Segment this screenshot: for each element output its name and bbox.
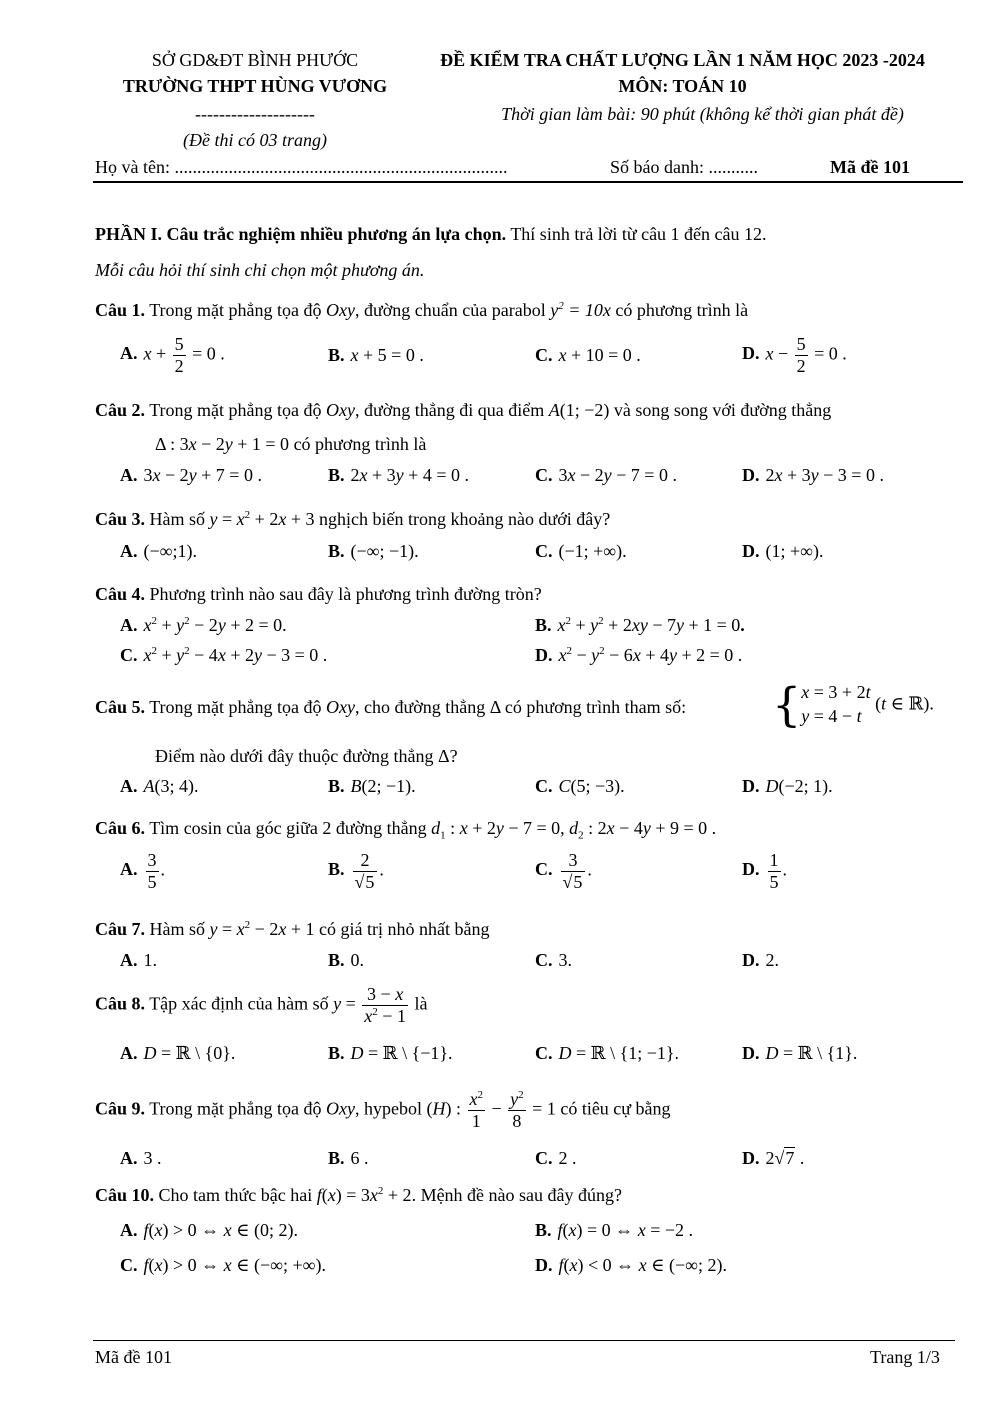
question-5-line2: Điểm nào dưới đây thuộc đường thẳng Δ? bbox=[155, 746, 458, 766]
pages-note: (Đề thi có 03 trang) bbox=[183, 130, 327, 150]
q3-option-c[interactable]: C. (−1; +∞). bbox=[535, 541, 627, 561]
q2-option-a[interactable]: A. 3x − 2y + 7 = 0 . bbox=[120, 465, 262, 485]
q5-param-system: {x = 3 + 2t y = 4 − t (t ∈ ℝ). bbox=[772, 677, 934, 732]
q6-option-c[interactable]: C. $\frac{3}{√5}$ . bbox=[535, 850, 592, 892]
q2-option-b[interactable]: B. 2x + 3y + 4 = 0 . bbox=[328, 465, 469, 485]
q8-option-a[interactable]: A. D = ℝ \ {0}. bbox=[120, 1043, 236, 1063]
name-field: Họ và tên: .......................................................................... bbox=[95, 157, 508, 177]
q5-option-c[interactable]: C. C(5; −3). bbox=[535, 776, 625, 796]
q4-option-a[interactable]: A. $x^2 + y^2 - 2y + 2 = 0$. bbox=[120, 615, 287, 635]
subject: MÔN: TOÁN 10 bbox=[618, 76, 747, 96]
part1-note: Mỗi câu hỏi thí sinh chỉ chọn một phương án. bbox=[95, 260, 425, 280]
question-9: Câu 9. Trong mặt phẳng tọa độ Oxy, hypebol (H) : $\frac{x^2}{1}$ − $\frac{y^2}{8}$ = 1 có tiêu cự bằng bbox=[95, 1089, 671, 1131]
q4-option-c[interactable]: C. $x^2 + y^2 - 4x + 2y - 3 = 0$ . bbox=[120, 645, 328, 665]
q8-option-b[interactable]: B. D = ℝ \ {−1}. bbox=[328, 1043, 453, 1063]
exam-title: ĐỀ KIỂM TRA CHẤT LƯỢNG LẦN 1 NĂM HỌC 2023 -2024 bbox=[440, 50, 925, 70]
question-4: Câu 4. Phương trình nào sau đây là phương trình đường tròn? bbox=[95, 584, 542, 604]
q1-option-a[interactable]: A. x + $\frac{5}{2}$ = 0 . bbox=[120, 334, 225, 376]
q1-option-b[interactable]: B. x + 5 = 0 . bbox=[328, 345, 424, 365]
q3-option-a[interactable]: A. (−∞;1). bbox=[120, 541, 197, 561]
question-2-line2: Δ : 3x − 2y + 1 = 0 có phương trình là bbox=[155, 434, 427, 454]
time-note: Thời gian làm bài: 90 phút (không kể thời gian phát đề) bbox=[501, 104, 904, 124]
footer-rule bbox=[93, 1340, 955, 1341]
q10-option-b[interactable]: B. f(x) = 0 ⇔ x = −2 . bbox=[535, 1220, 693, 1240]
question-5: Câu 5. Trong mặt phẳng tọa độ Oxy, cho đường thẳng Δ có phương trình tham số: bbox=[95, 697, 687, 717]
footer-page: Trang 1/3 bbox=[870, 1347, 940, 1367]
dashes: -------------------- bbox=[195, 104, 315, 124]
footer-code: Mã đề 101 bbox=[95, 1347, 172, 1367]
q6-option-a[interactable]: A. $\frac{3}{5}$ . bbox=[120, 850, 165, 892]
q5-option-d[interactable]: D. D(−2; 1). bbox=[742, 776, 833, 796]
question-7: Câu 7. Hàm số $y = x^2 - 2x + 1$ có giá trị nhỏ nhất bằng bbox=[95, 919, 490, 939]
q2-option-d[interactable]: D. 2x + 3y − 3 = 0 . bbox=[742, 465, 884, 485]
q9-option-b[interactable]: B. 6 . bbox=[328, 1148, 369, 1168]
q10-option-d[interactable]: D. f(x) < 0 ⇔ x ∈ (−∞; 2). bbox=[535, 1255, 727, 1275]
question-6: Câu 6. Tìm cosin của góc giữa 2 đường thẳng $d_1$ : x + 2y − 7 = 0, $d_2$ : 2x − 4y + 9 = 0 . bbox=[95, 818, 717, 842]
q8-option-d[interactable]: D. D = ℝ \ {1}. bbox=[742, 1043, 858, 1063]
q7-option-c[interactable]: C. 3. bbox=[535, 950, 572, 970]
q9-option-a[interactable]: A. 3 . bbox=[120, 1148, 162, 1168]
q3-option-d[interactable]: D. (1; +∞). bbox=[742, 541, 824, 561]
q2-option-c[interactable]: C. 3x − 2y − 7 = 0 . bbox=[535, 465, 677, 485]
q4-option-d[interactable]: D. $x^2 - y^2 - 6x + 4y + 2 = 0$ . bbox=[535, 645, 743, 665]
q6-option-d[interactable]: D. $\frac{1}{5}$ . bbox=[742, 850, 787, 892]
part1-title: PHẦN I. Câu trắc nghiệm nhiều phương án lựa chọn. Thí sinh trả lời từ câu 1 đến câu 12. bbox=[95, 224, 767, 244]
question-3: Câu 3. Hàm số $y = x^2 + 2x + 3$ nghịch biến trong khoảng nào dưới đây? bbox=[95, 509, 611, 529]
question-8: Câu 8. Tập xác định của hàm số y = $\frac{3 - x}{x^2 - 1}$ là bbox=[95, 984, 428, 1026]
id-field: Số báo danh: ........... bbox=[610, 157, 758, 177]
question-2: Câu 2. Trong mặt phẳng tọa độ Oxy, đường thẳng đi qua điểm A(1; −2) và song song với đường thẳng bbox=[95, 400, 832, 420]
q8-option-c[interactable]: C. D = ℝ \ {1; −1}. bbox=[535, 1043, 680, 1063]
q1-option-c[interactable]: C. x + 10 = 0 . bbox=[535, 345, 641, 365]
q5-option-a[interactable]: A. A(3; 4). bbox=[120, 776, 199, 796]
school-name: TRƯỜNG THPT HÙNG VƯƠNG bbox=[122, 76, 388, 96]
q5-option-b[interactable]: B. B(2; −1). bbox=[328, 776, 416, 796]
question-1: Câu 1. Trong mặt phẳng tọa độ Oxy, đường chuẩn của parabol $y^2 = 10x$ có phương trình là bbox=[95, 300, 749, 320]
q7-option-b[interactable]: B. 0. bbox=[328, 950, 365, 970]
header-rule bbox=[93, 181, 963, 183]
q10-option-c[interactable]: C. f(x) > 0 ⇔ x ∈ (−∞; +∞). bbox=[120, 1255, 326, 1275]
q7-option-d[interactable]: D. 2. bbox=[742, 950, 779, 970]
question-10: Câu 10. Cho tam thức bậc hai $f(x) = 3x^2 + 2$. Mệnh đề nào sau đây đúng? bbox=[95, 1185, 623, 1205]
q4-option-b[interactable]: B. $x^2 + y^2 + 2xy - 7y + 1 = 0$. bbox=[535, 615, 745, 635]
q10-option-a[interactable]: A. f(x) > 0 ⇔ x ∈ (0; 2). bbox=[120, 1220, 298, 1240]
q6-option-b[interactable]: B. $\frac{2}{√5}$ . bbox=[328, 850, 384, 892]
dept-name: SỞ GD&ĐT BÌNH PHƯỚC bbox=[151, 50, 359, 70]
q7-option-a[interactable]: A. 1. bbox=[120, 950, 157, 970]
q3-option-b[interactable]: B. (−∞; −1). bbox=[328, 541, 419, 561]
q1-option-d[interactable]: D. x − $\frac{5}{2}$ = 0 . bbox=[742, 334, 847, 376]
exam-code: Mã đề 101 bbox=[830, 157, 910, 177]
q9-option-d[interactable]: D. 2√7 . bbox=[742, 1148, 805, 1168]
q9-option-c[interactable]: C. 2 . bbox=[535, 1148, 577, 1168]
